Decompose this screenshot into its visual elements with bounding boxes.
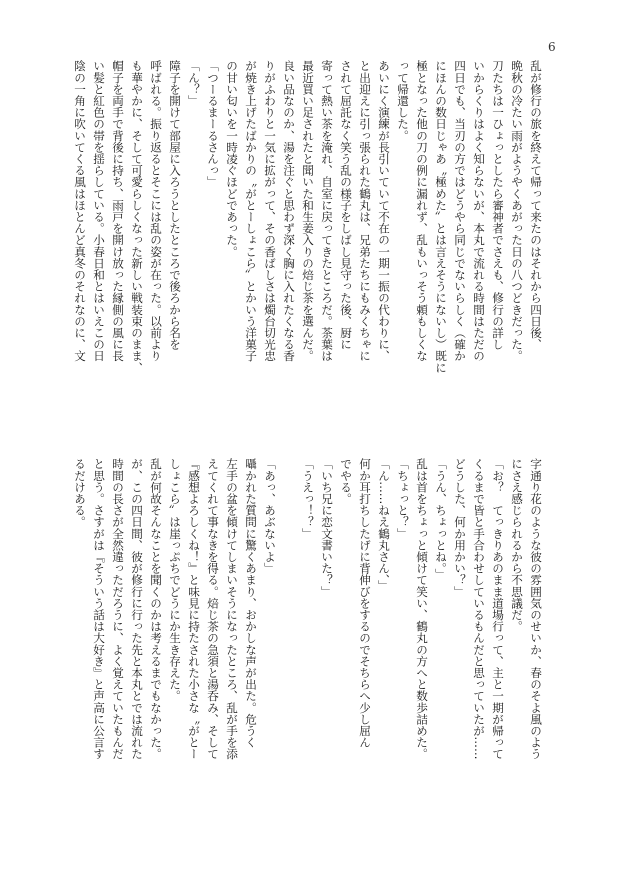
- upper-text-line: あいにく演練が長引いていて不在の一期一振の代わりに、: [377, 60, 391, 362]
- upper-text-line: 「つーるまーるさんっ」: [206, 60, 220, 188]
- lower-text-line: にさえ感じられるから不思議だ。: [510, 458, 524, 632]
- upper-text-line: 刀たちは一ひょっとしたら審神者でさえも、修行の詳し: [491, 60, 505, 350]
- lower-text-line: どうした、何か用かい？」: [453, 458, 467, 598]
- lower-text-line: 時間の長さが全然違っただろうに、よく覚えていたもんだ: [111, 458, 125, 760]
- lower-text-line: くるまで皆と手合わせしているもんだと思っていたが……: [472, 458, 486, 760]
- upper-text-line: 「ん？」: [187, 60, 201, 107]
- upper-text-line: い髪と紅色の帯を揺らしている。小春日和とはいえこの日: [92, 60, 106, 362]
- lower-text-line: 囁かれた質問に驚くあまり、おかしな声が出た。危うく: [244, 458, 258, 748]
- lower-text-line: 「お？ てっきりあのまま道場行って、主と一期が帰って: [491, 458, 505, 760]
- lower-text-line: 字通り花のような彼の雰囲気のせいか、春のそよ風のよう: [529, 458, 543, 760]
- lower-text-line: 『感想よろしくね！』と味見に持たされた小さな〝がとー: [187, 458, 201, 760]
- upper-text-line: 良い品なのか、湯を注ぐと思わず深く胸に入れたくなる香: [282, 60, 296, 362]
- text-block-upper: [73, 60, 545, 445]
- lower-text-line: 「ちょっと？」: [396, 458, 410, 540]
- upper-text-line: と出迎えに引っ張られた鶴丸は、兄弟たちにもみくちゃに: [358, 60, 372, 362]
- upper-text-line: 極となった他の刀の例に漏れず、乱もいっそう頼もしくな: [415, 60, 429, 362]
- upper-text-line: 最近買い足されたと聞いた和生姜入りの焙じ茶を選んだ。: [301, 60, 315, 362]
- upper-text-line: も華やかに、そして可愛らしくなった新しい戦装束のまま、: [130, 60, 144, 374]
- page-number: 6: [548, 40, 556, 54]
- lower-text-line: 乱が何故そんなことを聞くのかは考えるまでもなかった。: [149, 458, 163, 760]
- lower-text-line: 「ん……ねえ鶴丸さん、」: [377, 458, 391, 592]
- lower-text-line: 「いち兄に恋文書いた？」: [320, 458, 334, 598]
- upper-text-line: 障子を開けて部屋に入ろうとしたところで後ろから名を: [168, 60, 182, 350]
- upper-text-line: 呼ばれる。振り返るとそこには乱の姿が在った。以前より: [149, 60, 163, 362]
- lower-text-line: 「あっ、あぶないよ」: [263, 458, 277, 574]
- lower-text-line: るだけある。: [73, 458, 87, 528]
- lower-text-line: 乱は首をちょっと傾けて笑い、鶴丸の方へと数歩詰めた。: [415, 458, 429, 760]
- lower-text-line: と思う。さすがは『そういう話は大好き』と声高に公言す: [92, 458, 106, 760]
- upper-text-line: 晩秋の冷たい雨がようやくあがった日の八つどきだった。: [510, 60, 524, 362]
- lower-text-line: 左手の盆を傾けてしまいそうになったところ、乱が手を添: [225, 458, 239, 760]
- upper-text-line: されて屈託なく笑う乱の様子をしばし見守った後、厨に: [339, 60, 353, 350]
- lower-text-line: 何か耳打ちしたげに背伸びをするのでそちらへ少し屈ん: [358, 458, 372, 748]
- lower-text-line: 「うえっ！？」: [301, 458, 315, 540]
- lower-text-line: でやる。: [339, 458, 353, 505]
- upper-text-line: 陰の一角に吹いてくる風はほとんど真冬のそれなのに、文: [73, 60, 87, 362]
- upper-text-line: って帰還した。: [396, 60, 410, 142]
- lower-text-line: が、この四日間、彼が修行に行った先と本丸とでは流れた: [130, 458, 144, 760]
- upper-text-line: の甘い匂いを一時凌ぐほどであった。: [225, 60, 239, 258]
- lower-text-line: 「うん、ちょっとね。」: [434, 458, 448, 580]
- lower-text-line: [279, 458, 298, 843]
- upper-text-line: が焼き上げたばかりの〝がとーしょこら〟とかいう洋菓子: [244, 60, 258, 362]
- upper-text-line: いからくりはよく知らないが、本丸で流れる時間はただの: [472, 60, 486, 362]
- upper-text-line: 四日でも、当刃の方ではどうやら同じでないらしく（確か: [453, 60, 467, 362]
- text-block-lower: [73, 458, 545, 843]
- lower-text-line: しょこら〟は崖っぷちでどうにか生き存えた。: [168, 458, 182, 702]
- upper-text-line: りがふわりと一気に拡がって、その香ばしさは燭台切光忠: [263, 60, 277, 362]
- upper-text-line: にほんの数日じゃあ〝極めた〟とは言えそうにないし）既に: [434, 60, 448, 374]
- upper-text-line: 帽子を両手で背後に持ち、雨戸を開け放った縁側の風に長: [111, 60, 125, 362]
- upper-text-line: 乱が修行の旅を終えて帰って来たのはそれから四日後、: [529, 60, 543, 350]
- lower-text-line: えてくれて事なきを得る。焙じ茶の急須と湯呑み、そして: [206, 458, 220, 760]
- upper-text-line: 寄って熱い茶を淹れ、自室に戻ってきたところだ。茶葉は: [320, 60, 334, 362]
